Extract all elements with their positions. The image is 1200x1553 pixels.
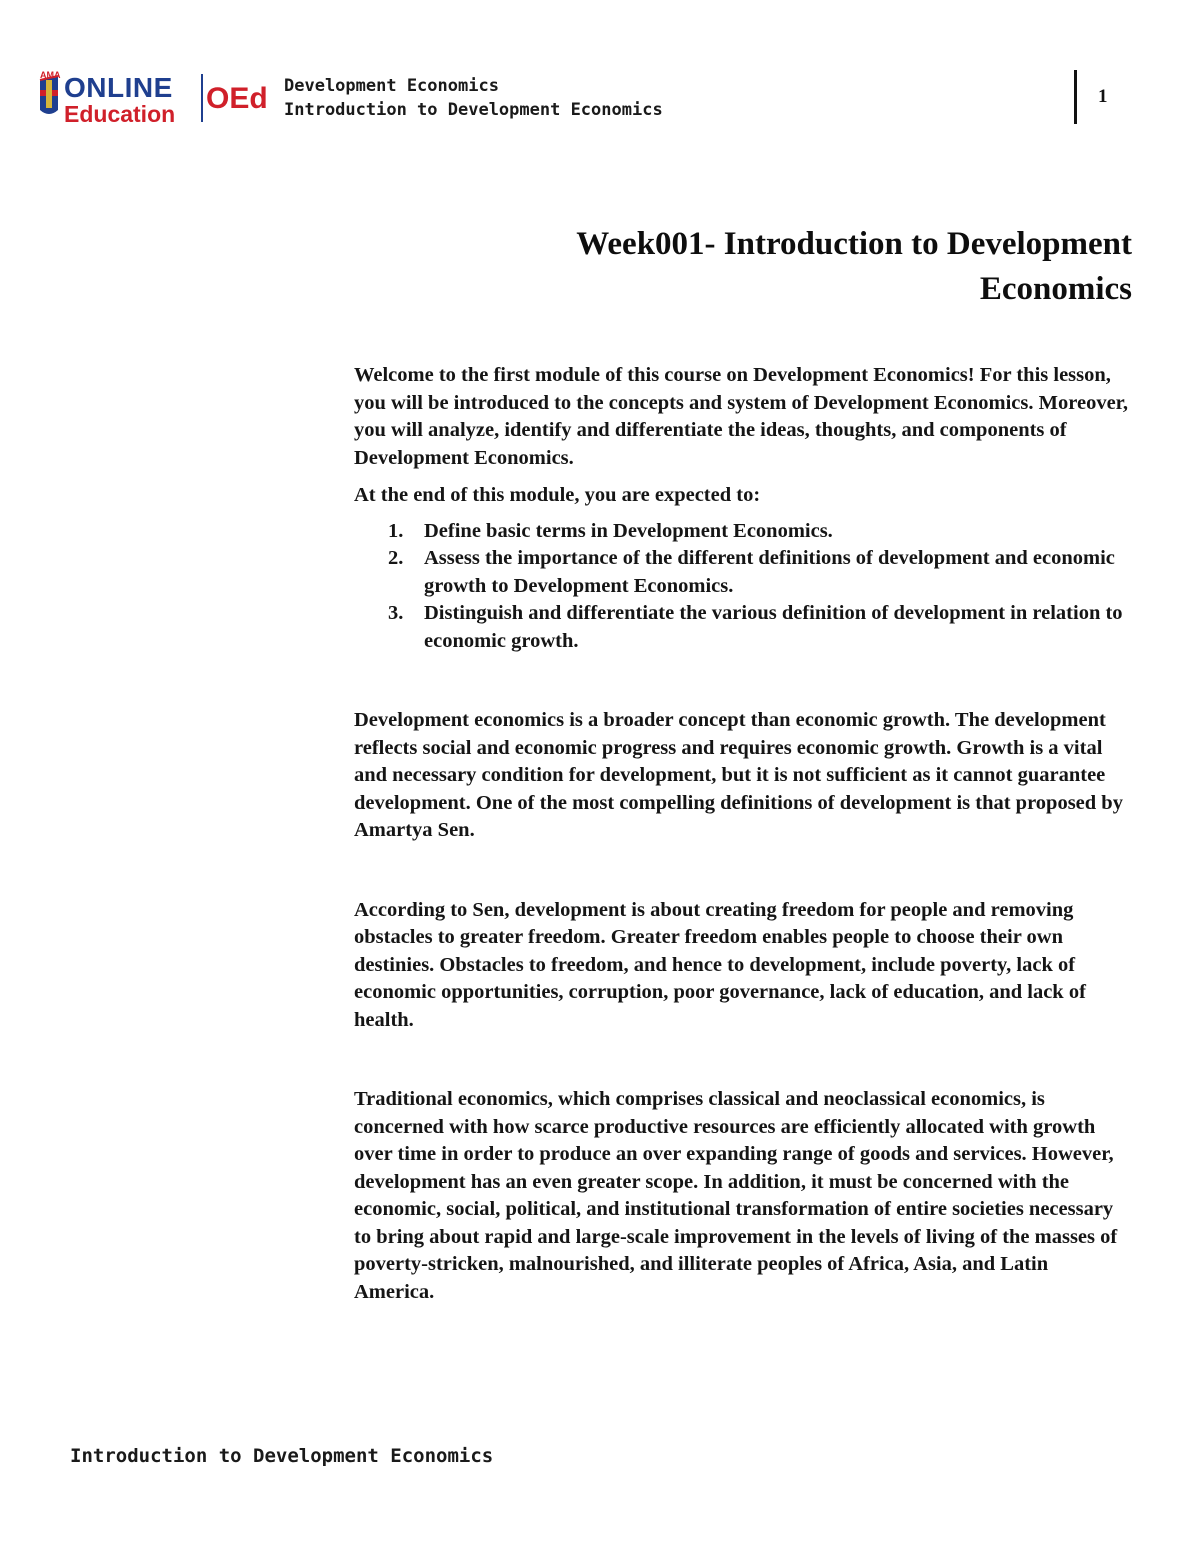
welcome-paragraph: Welcome to the first module of this course on Development Economics! For this lesson, you will be introduced to the concepts and system of Development Economics. Moreover, you will analyze, identify and differentiate the ideas, thoughts, and components of Development Economics. <box>354 364 1129 469</box>
header-titles <box>284 74 663 122</box>
svg-text:AMA: AMA <box>40 70 61 80</box>
logo-text-education: Education <box>64 101 176 127</box>
objectives-lead: At the end of this module, you are expected to: <box>354 484 761 506</box>
page-title-line-2: Economics <box>979 271 1132 307</box>
page-title-line-1: Week001- Introduction to Development <box>576 226 1132 262</box>
body-paragraph-1: Development economics is a broader concept than economic growth. The development reflects social and economic progress and requires economic growth. Growth is a vital and necessary condition for development, but it is not sufficient as it cannot guarantee development. One of the most compelling definitions of development is that proposed by Amartya Sen. <box>354 709 1123 841</box>
list-item-text: Distinguish and differentiate the various definition of development in relation to economic growth. <box>424 602 1123 652</box>
page-number: 1 <box>1098 86 1108 107</box>
list-item-text: Assess the importance of the different definitions of development and economic growth to Development Economics. <box>424 547 1115 597</box>
header-subtitle: Introduction to Development Economics <box>284 100 663 120</box>
list-item <box>388 518 1132 546</box>
crest-icon <box>40 76 58 114</box>
list-item <box>388 545 1132 600</box>
objectives-list <box>354 518 1132 656</box>
logo-text-online: ONLINE <box>64 72 173 103</box>
page-footer: Introduction to Development Economics <box>70 1445 494 1467</box>
page-title <box>354 222 1132 312</box>
body-paragraph-2: According to Sen, development is about creating freedom for people and removing obstacles to greater freedom. Greater freedom enables people to choose their own destinies. Obstacles to freedom, and hence to development, include poverty, lack of economic opportunities, corruption, poor governance, lack of education, and lack of health. <box>354 898 1086 1031</box>
list-item <box>388 600 1132 655</box>
header-divider <box>1074 70 1077 124</box>
list-item-number: 2. <box>388 547 404 569</box>
body-paragraph-3: Traditional economics, which comprises classical and neoclassical economics, is concerned with how scarce productive resources are efficiently allocated with growth over time in order to produce an over expanding range of goods and services. However, development has an even greater scope. In addition, it must be concerned with the economic, social, political, and institutional transformation of entire societies necessary to bring about rapid and large-scale improvement in the levels of living of the masses of poverty-stricken, malnourished, and illiterate peoples of Africa, Asia, and Latin America. <box>354 1088 1118 1303</box>
main-content <box>354 222 1132 1306</box>
header-course: Development Economics <box>284 76 499 96</box>
logo-badge-oed: OEd <box>206 82 268 115</box>
page-header <box>36 66 1166 132</box>
list-item-number: 1. <box>388 519 404 542</box>
list-item-text: Define basic terms in Development Economics. <box>424 519 833 542</box>
list-item-number: 3. <box>388 602 404 624</box>
online-education-logo <box>36 66 276 128</box>
